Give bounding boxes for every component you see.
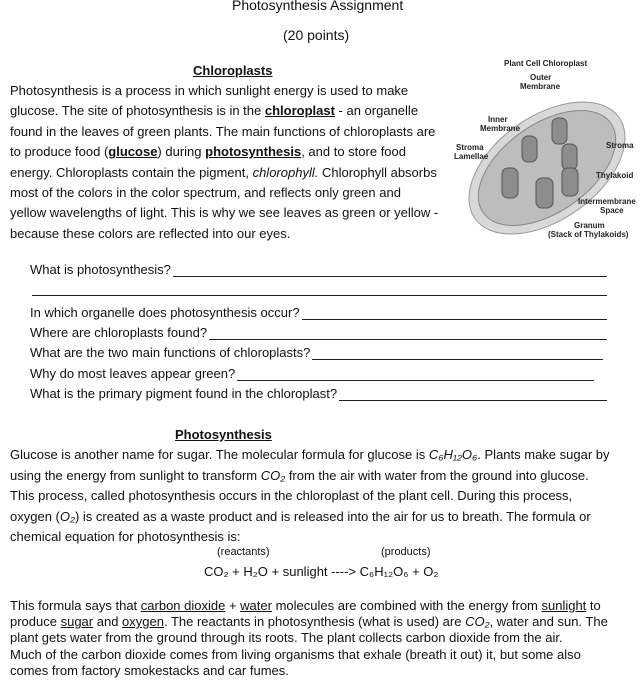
text-segment: Glucose is another name for sugar. The molecular formula for glucose is [10, 447, 429, 462]
products-label: (products) [381, 546, 431, 558]
text-line [10, 103, 418, 118]
chloroplasts-heading: Chloroplasts [193, 63, 273, 78]
text-segment: energy. Chloroplasts contain the pigment, [10, 164, 253, 180]
label-inner-membrane-2: Membrane [480, 124, 521, 133]
text-segment: water [240, 598, 272, 613]
text-segment: , water and sun. The [489, 614, 608, 630]
label-stroma: Stroma [606, 141, 634, 150]
chloroplast-diagram [452, 58, 638, 248]
text-segment: plant gets water from the ground through its roots. The plant collects carbon dioxide from the air. [10, 630, 563, 646]
text-segment: chemical equation for photosynthesis is: [10, 529, 241, 545]
label-granum-2: (Stack of Thylakoids) [548, 230, 629, 239]
text-segment: . The reactants in photosynthesis (what is used) are [163, 614, 466, 630]
reactants-label: (reactants) [217, 546, 270, 558]
text-segment: - an organelle [334, 103, 419, 119]
text-segment: photosynthesis [205, 144, 302, 160]
text-line [10, 647, 581, 662]
answer-blank[interactable] [32, 283, 607, 296]
text-line [10, 83, 408, 98]
text-segment: oxygen [122, 614, 164, 630]
text-segment: , and to store food [301, 144, 406, 160]
text-segment: sugar [60, 614, 94, 630]
answer-blank[interactable] [302, 307, 607, 320]
text-segment: CO₂ [465, 614, 490, 630]
text-segment: molecules are combined with the energy from [271, 598, 542, 613]
question-item [30, 283, 607, 296]
text-segment: oxygen ( [10, 508, 60, 524]
text-line [10, 124, 435, 139]
text-segment: Photosynthesis is a process in which sunlight energy is used to make [10, 83, 409, 98]
answer-blank[interactable] [209, 327, 607, 340]
question-item [30, 366, 594, 381]
text-line [10, 663, 289, 678]
label-granum: Granum [574, 221, 605, 230]
text-line [10, 529, 241, 544]
text-line [10, 165, 437, 180]
text-segment: to produce food ( [10, 144, 109, 160]
page-title: Photosynthesis Assignment [232, 0, 404, 13]
answer-blank[interactable] [237, 368, 594, 381]
label-outer-membrane: Outer [530, 73, 552, 82]
text-line [10, 509, 591, 524]
question-text: What is photosynthesis? [30, 262, 171, 277]
text-segment: sunlight [541, 598, 587, 613]
text-segment: produce [10, 614, 61, 630]
text-segment: found in the leaves of green plants. The main functions of chloroplasts are [10, 123, 436, 139]
answer-blank[interactable] [339, 388, 607, 401]
text-segment: to [586, 598, 601, 613]
question-item [30, 345, 603, 360]
label-intermembrane: Intermembrane [578, 197, 636, 206]
question-text: In which organelle does photosynthesis occur? [30, 305, 300, 320]
text-segment: This process, called photosynthesis occurs in the chloroplast of the plant cell. During this process, [10, 488, 573, 504]
question-item [30, 305, 607, 320]
question-text: Where are chloroplasts found? [30, 325, 208, 340]
text-line [10, 205, 438, 220]
text-segment: using the energy from sunlight to transform [10, 467, 261, 483]
answer-blank[interactable] [173, 264, 607, 277]
question-text: What is the primary pigment found in the chloroplast? [30, 386, 338, 401]
text-line [10, 468, 589, 483]
question-item [30, 386, 607, 401]
text-line [10, 630, 563, 645]
label-outer-membrane-2: Membrane [520, 82, 561, 91]
text-segment: from the air with water from the ground into glucose. [285, 467, 589, 483]
text-segment: O₂ [59, 508, 75, 524]
label-stroma-lamellae: Stroma [456, 143, 484, 152]
text-segment: ) during [157, 144, 206, 160]
answer-blank[interactable] [312, 347, 603, 360]
text-segment: chlorophyll. [252, 164, 319, 180]
label-intermembrane-2: Space [600, 206, 624, 215]
text-line [10, 598, 601, 613]
text-line [10, 488, 572, 503]
text-segment: carbon dioxide [140, 598, 226, 613]
text-segment: glucose. The site of photosynthesis is in the [10, 103, 265, 119]
text-line [10, 614, 608, 629]
text-segment: + [225, 598, 241, 613]
question-text: Why do most leaves appear green? [30, 366, 236, 381]
text-segment: This formula says that [10, 598, 141, 613]
chemical-equation: CO₂ + H₂O + sunlight ----> C₆H₁₂O₆ + O₂ [204, 564, 439, 579]
photosynthesis-heading: Photosynthesis [175, 427, 272, 442]
text-segment: C₆H₁₂O₆ [428, 447, 478, 462]
text-segment: yellow wavelengths of light. This is why we see leaves as green or yellow - [10, 205, 439, 221]
text-line [10, 447, 610, 462]
text-segment: CO₂ [260, 467, 286, 483]
label-stroma-lamellae-2: Lamellae [454, 152, 489, 161]
text-segment: ) is created as a waste product and is released into the air for us to breath. The formula or [74, 508, 591, 524]
points-label: (20 points) [283, 27, 350, 43]
text-line [10, 226, 290, 241]
text-segment: glucose [108, 144, 158, 160]
text-segment: and [93, 614, 123, 630]
question-text: What are the two main functions of chloroplasts? [30, 345, 311, 360]
label-inner-membrane: Inner [488, 115, 508, 124]
text-segment: comes from factory smokestacks and car fumes. [10, 662, 289, 678]
question-item [30, 262, 607, 277]
text-segment: Much of the carbon dioxide comes from living organisms that exhale (breath it out) it, but some also [10, 646, 581, 662]
text-segment: chloroplast [264, 103, 335, 119]
text-segment: . Plants make sugar by [477, 447, 610, 462]
text-segment: because these colors are reflected into our eyes. [10, 225, 291, 241]
label-thylakoid: Thylakoid [596, 171, 634, 180]
text-line [10, 144, 406, 159]
text-segment: Chlorophyll absorbs [318, 164, 437, 180]
figure-title: Plant Cell Chloroplast [504, 59, 588, 68]
question-item [30, 325, 607, 340]
text-line [10, 185, 401, 200]
text-segment: most of the colors in the color spectrum, and reflects only green and [10, 185, 401, 200]
